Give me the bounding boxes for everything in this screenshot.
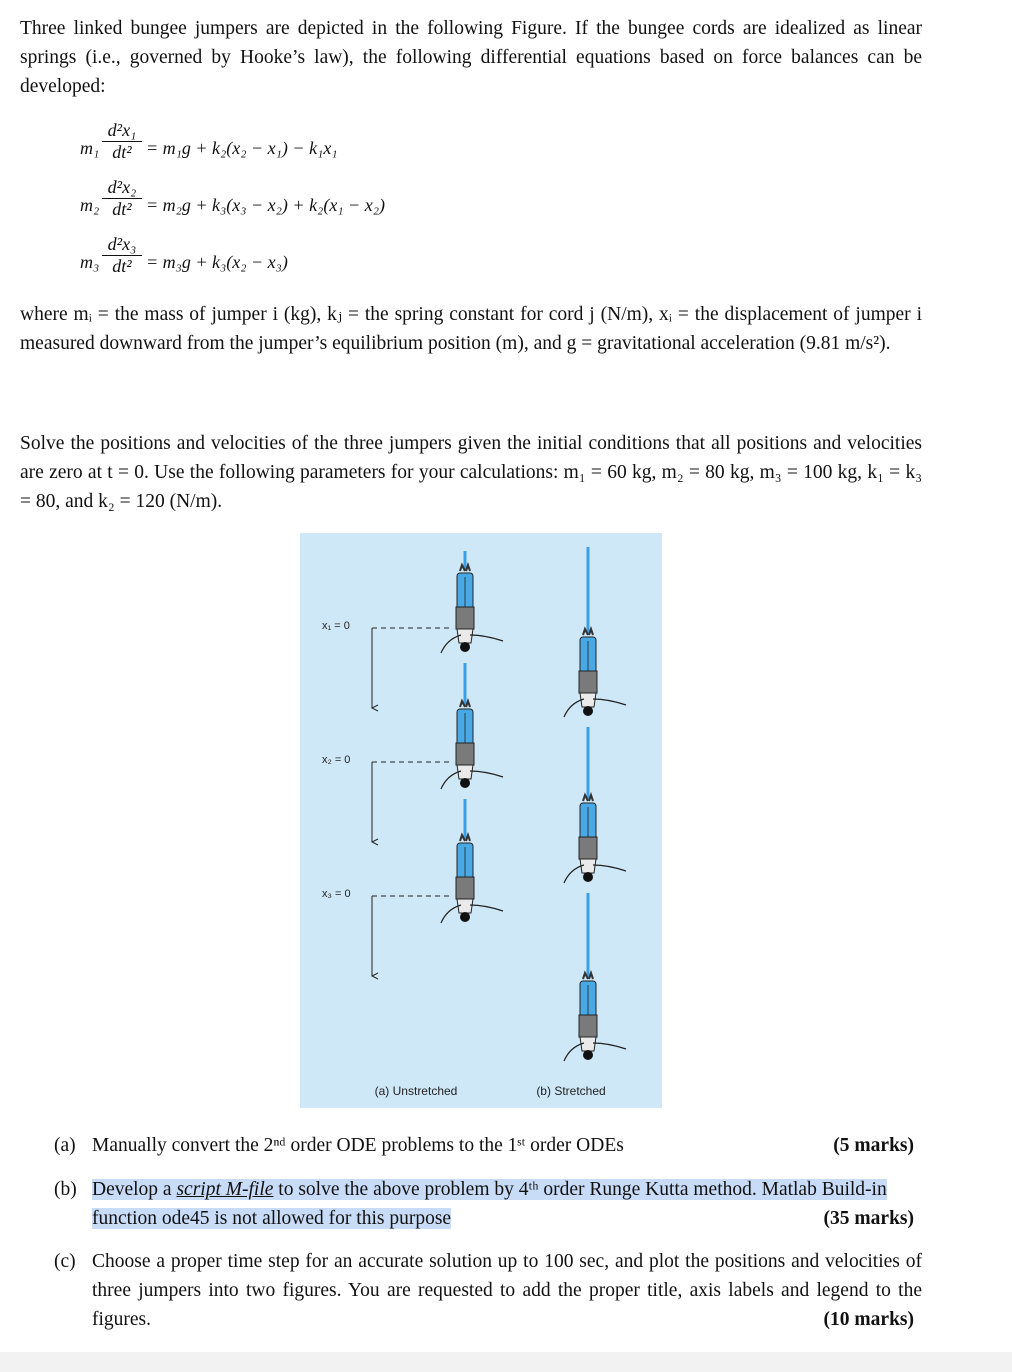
caption-stretched: (b) Stretched xyxy=(536,1084,606,1098)
bottom-strip xyxy=(0,1352,1012,1372)
jumper-b2 xyxy=(564,795,626,883)
equation-3-lhs: m₃ xyxy=(80,252,100,272)
x3-zero-label: x₃ = 0 xyxy=(322,888,351,900)
equation-2-numerator: d²x₂ xyxy=(102,177,142,199)
x1-zero-label: x₁ = 0 xyxy=(322,620,350,632)
equation-1-numerator: d²x₁ xyxy=(102,120,142,142)
question-b-letter: (b) xyxy=(54,1179,77,1200)
jumper-a1 xyxy=(441,565,503,653)
equation-3-rhs: = m₃g + k₃(x₂ − x₃) xyxy=(146,252,288,272)
x3-marker xyxy=(322,888,450,976)
question-b-text-prefix: Develop a xyxy=(92,1179,177,1200)
equation-1-fraction xyxy=(102,120,142,162)
equation-3-fraction xyxy=(102,234,142,276)
caption-unstretched: (a) Unstretched xyxy=(374,1084,458,1098)
question-c-marks: (10 marks) xyxy=(823,1309,914,1330)
x2-marker xyxy=(322,754,450,842)
stretched-column xyxy=(564,547,626,1061)
question-b xyxy=(54,1175,922,1233)
unstretched-column xyxy=(441,551,503,923)
question-c-letter: (c) xyxy=(54,1251,76,1272)
jumper-a3 xyxy=(441,835,503,923)
equation-1-lhs: m₁ xyxy=(80,138,100,158)
equation-1-denominator: dt² xyxy=(112,142,132,162)
figure-svg xyxy=(300,533,662,1108)
equation-1-rhs: = m₁g + k₂(x₂ − x₁) − k₁x₁ xyxy=(146,138,338,158)
question-b-body xyxy=(92,1175,922,1233)
jumper-a2 xyxy=(441,701,503,789)
x1-marker xyxy=(322,620,450,708)
question-c-text: Choose a proper time step for an accurate solution up to 100 sec, and plot the positions and velocities of three jumpers into two figures. You are requested to add the proper title, axis labels and legend to the figures. xyxy=(92,1251,922,1330)
question-b-marks: (35 marks) xyxy=(823,1208,914,1229)
question-a-marks: (5 marks) xyxy=(833,1135,914,1156)
equation-3-denominator: dt² xyxy=(112,256,132,276)
question-b-text-suffix: to solve the above problem by 4ᵗʰ order Runge Kutta method. Matlab Build-in function ode45 is not allowed for this purpose xyxy=(92,1179,887,1229)
equation-2-lhs: m₂ xyxy=(80,195,100,215)
question-b-script-mfile: script M-file xyxy=(176,1179,274,1200)
equation-2-rhs: = m₂g + k₃(x₃ − x₂) + k₂(x₁ − x₂) xyxy=(146,195,385,215)
equation-2-denominator: dt² xyxy=(112,199,132,219)
intro-paragraph: Three linked bungee jumpers are depicted in the following Figure. If the bungee cords are idealized as linear springs (i.e., governed by Hooke’s law), the following differential equations based on force balances can be developed: xyxy=(20,18,922,97)
definitions-paragraph: where mᵢ = the mass of jumper i (kg), kⱼ = the spring constant for cord j (N/m), xᵢ = the displacement of jumper i measured downward from the jumper’s equilibrium position (m), and g = gravitational acceleration (9.81 m/s²). xyxy=(20,304,922,354)
bungee-jumpers-figure xyxy=(300,533,662,1108)
question-c xyxy=(54,1247,922,1334)
x2-zero-label: x₂ = 0 xyxy=(322,754,351,766)
jumper-b3 xyxy=(564,973,626,1061)
equation-2-fraction xyxy=(102,177,142,219)
question-a-letter: (a) xyxy=(54,1135,76,1156)
question-a xyxy=(54,1131,922,1160)
task-paragraph: Solve the positions and velocities of the three jumpers given the initial conditions that all positions and velocities are zero at t = 0. Use the following parameters for your calculations: m₁ = 60 kg, m₂ = 80 kg, m₃ = 100 kg, k₁ = k₃ = 80, and k₂ = 120 (N/m). xyxy=(20,433,922,512)
jumper-b1 xyxy=(564,629,626,717)
question-a-text: Manually convert the 2ⁿᵈ order ODE problems to the 1ˢᵗ order ODEs xyxy=(92,1135,624,1156)
equation-3-numerator: d²x₃ xyxy=(102,234,142,256)
